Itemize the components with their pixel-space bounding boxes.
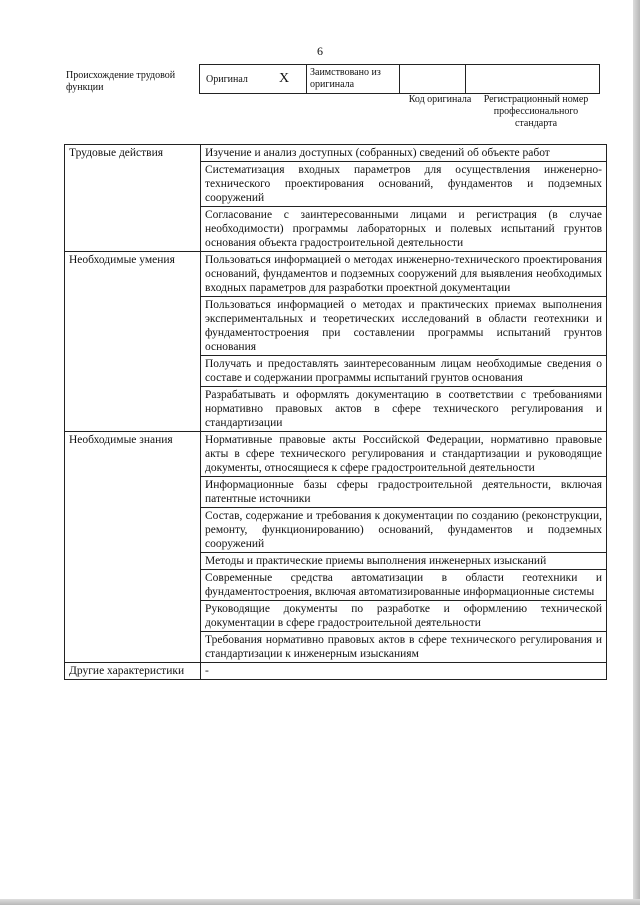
- original-mark: X: [279, 71, 290, 86]
- table-cell: Получать и предоставлять заинтересованным лицам необходимые сведения о составе и содержании программы испытаний грунтов основания: [201, 356, 607, 387]
- origin-label: Происхождение трудовой функции: [66, 70, 176, 93]
- table-cell: Систематизация входных параметров для осуществления инженерно-технического проектирования оснований, фундаментов и подземных сооружений: [201, 162, 607, 207]
- table-cell: Состав, содержание и требования к документации по созданию (реконструкции, ремонту, функционированию) оснований, фундаментов и подземных сооружений: [201, 508, 607, 553]
- table-row: [65, 432, 607, 477]
- table-cell: Современные средства автоматизации в области геотехники и фундаментостроения, включая автоматизированные информационные системы: [201, 570, 607, 601]
- table-cell: Пользоваться информацией о методах инженерно-технического проектирования оснований, фундаментов и подземных сооружений для выявления необходимых входных параметров для разработки проектной документации: [201, 252, 607, 297]
- table-row: [65, 663, 607, 680]
- page-edge-shadow: [0, 899, 640, 905]
- original-code-cell: [400, 65, 466, 93]
- table-cell: -: [201, 663, 607, 680]
- original-label: Оригинал: [206, 74, 248, 85]
- table-row: [65, 145, 607, 162]
- table-cell: Согласование с заинтересованными лицами и регистрация (в случае необходимости) программы лабораторных и полевых испытаний грунтов основания объекта градостроительной деятельности: [201, 207, 607, 252]
- table-cell: Пользоваться информацией о методах и практических приемах выполнения экспериментальных и теоретических исследований в области геотехники и фундаментостроения при составлении программы испытаний грунтов основания: [201, 297, 607, 356]
- table-cell: Нормативные правовые акты Российской Федерации, нормативно правовые акты в сфере технического регулирования и стандартизации и руководящие документы, относящиеся к сфере градостроительной деятельности: [201, 432, 607, 477]
- origin-table: [199, 64, 600, 94]
- section-title: Трудовые действия: [65, 145, 201, 252]
- page-edge-shadow: [633, 0, 640, 905]
- labor-function-table: [64, 144, 607, 680]
- page-number: 6: [317, 44, 323, 58]
- registration-caption: Регистрационный номер профессионального стандарта: [483, 94, 589, 129]
- table-cell: Методы и практические приемы выполнения инженерных изысканий: [201, 553, 607, 570]
- section-title: Другие характеристики: [65, 663, 201, 680]
- registration-number-cell: [466, 65, 599, 93]
- original-cell: [200, 65, 307, 93]
- table-cell: Требования нормативно правовых актов в сфере технического регулирования и стандартизации к инженерным изысканиям: [201, 632, 607, 663]
- table-row: [65, 252, 607, 297]
- section-title: Необходимые умения: [65, 252, 201, 432]
- table-cell: Изучение и анализ доступных (собранных) сведений об объекте работ: [201, 145, 607, 162]
- borrowed-label: Заимствовано из оригинала: [310, 67, 381, 90]
- table-cell: Руководящие документы по разработке и оформлению технической документации в сфере градостроительной деятельности: [201, 601, 607, 632]
- borrowed-cell: [307, 65, 400, 93]
- table-cell: Разрабатывать и оформлять документацию в соответствии с требованиями нормативно правовых актов в сфере технического регулирования и стандартизации: [201, 387, 607, 432]
- section-title: Необходимые знания: [65, 432, 201, 663]
- table-cell: Информационные базы сферы градостроительной деятельности, включая патентные источники: [201, 477, 607, 508]
- code-caption: Код оригинала: [408, 94, 472, 105]
